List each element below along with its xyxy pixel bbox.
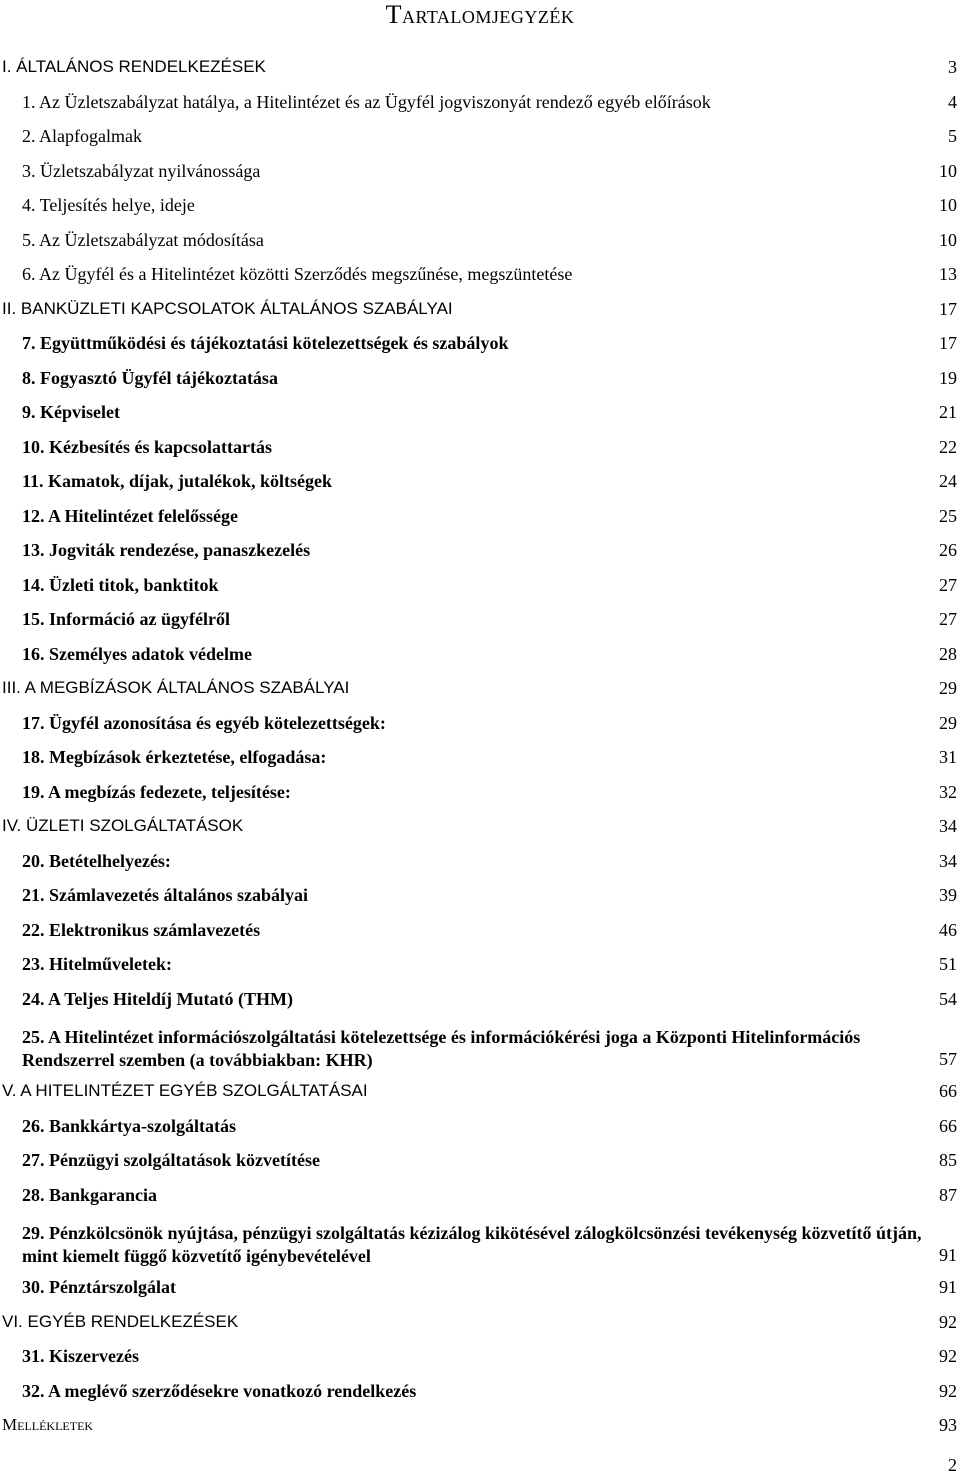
toc-chapter-entry[interactable] [0,1113,960,1148]
toc-entry-page: 57 [939,1049,957,1069]
toc-chapter-entry[interactable] [0,399,960,434]
toc-entry-page: 10 [939,195,957,215]
toc-entry-title: III. A MEGBÍZÁSOK ÁLTALÁNOS SZABÁLYAI [2,678,350,697]
toc-entry-page: 4 [948,91,957,112]
toc-entry-page: 3 [948,57,957,77]
toc-chapter-entry[interactable] [0,1020,960,1078]
toc-chapter-entry[interactable] [0,1147,960,1182]
toc-entry-page: 19 [939,367,957,388]
toc-entry-page: 32 [939,781,957,802]
toc-entry-page: 31 [939,747,957,767]
toc-entry-title: 2. Alapfogalmak [22,126,142,146]
toc-chapter-entry[interactable] [0,434,960,469]
toc-entry-title: 14. Üzleti titok, banktitok [22,574,219,595]
toc-entry-title: 21. Számlavezetés általános szabályai [22,885,308,905]
toc-entry-page: 92 [939,1346,957,1366]
toc-entry-page: 22 [939,436,957,457]
toc-entry-title: V. A HITELINTÉZET EGYÉB SZOLGÁLTATÁSAI [2,1081,368,1100]
toc-entry-title: 11. Kamatok, díjak, jutalékok, költségek [22,471,333,491]
toc-chapter-entry[interactable] [0,744,960,779]
toc-entry-title: 20. Betételhelyezés: [22,850,171,871]
toc-section-entry[interactable] [0,1078,960,1113]
toc-entry-title: 27. Pénzügyi szolgáltatások közvetítése [22,1150,320,1170]
toc-entry-page: 10 [939,160,957,181]
toc-entry-title: 28. Bankgarancia [22,1184,158,1205]
toc-entry-page: 51 [939,954,957,974]
toc-entry-title: 19. A megbízás fedezete, teljesítése: [22,781,291,802]
toc-entry-page: 93 [939,1415,957,1435]
toc-entry-page: 29 [939,712,957,733]
toc-entry-page: 66 [939,1115,957,1136]
toc-chapter-entry[interactable] [0,951,960,986]
toc-entry-page: 21 [939,402,957,422]
toc-entry-page: 27 [939,574,957,595]
toc-chapter-entry[interactable] [0,1343,960,1378]
toc-entry-title: Mellékletek [2,1415,94,1434]
toc-entry-page: 10 [939,229,957,250]
toc-chapter-entry[interactable] [0,1216,960,1274]
toc-chapter-entry[interactable] [0,503,960,538]
toc-entry-page: 29 [939,678,957,698]
toc-entry-title: 7. Együttműködési és tájékoztatási kötelezettségek és szabályok [22,333,509,353]
toc-chapter-entry[interactable] [0,710,960,745]
toc-section-entry[interactable] [0,1412,960,1447]
toc-entry-page: 39 [939,885,957,905]
toc-entry-title: 32. A meglévő szerződésekre vonatkozó rendelkezés [22,1380,417,1401]
toc-entry-title: 5. Az Üzletszabályzat módosítása [22,229,264,250]
toc-entry-title: 16. Személyes adatok védelme [22,643,252,664]
toc-entry-title: 29. Pénzkölcsönök nyújtása, pénzügyi szolgáltatás kézizálog kikötésével zálogkölcsönzési tevékenység közvetítő útján, mint kiemelt függő közvetítő igénybevételével [22,1223,922,1266]
toc-entry-page: 34 [939,850,957,871]
toc-entry-page: 91 [939,1245,957,1265]
toc-chapter-entry[interactable] [0,779,960,814]
toc-entry-title: IV. ÜZLETI SZOLGÁLTATÁSOK [2,816,244,835]
toc-chapter-entry[interactable] [0,192,960,227]
toc-chapter-entry[interactable] [0,227,960,262]
toc-entry-page: 17 [939,298,957,319]
toc-chapter-entry[interactable] [0,123,960,158]
toc-chapter-entry[interactable] [0,572,960,607]
toc-entry-title: I. ÁLTALÁNOS RENDELKEZÉSEK [2,57,266,76]
toc-entry-title: 15. Információ az ügyfélről [22,609,230,629]
toc-section-entry[interactable] [0,1309,960,1344]
toc-chapter-entry[interactable] [0,330,960,365]
toc-entry-title: 26. Bankkártya-szolgáltatás [22,1115,237,1136]
toc-chapter-entry[interactable] [0,882,960,917]
toc-section-entry[interactable] [0,54,960,89]
toc-entry-title: 12. A Hitelintézet felelőssége [22,505,238,526]
toc-entry-page: 66 [939,1081,957,1101]
toc-entry-page: 17 [939,333,957,353]
toc-entry-title: 17. Ügyfél azonosítása és egyéb kötelezettségek: [22,712,386,733]
toc-entry-title: VI. EGYÉB RENDELKEZÉSEK [2,1311,239,1331]
toc-entry-title: 31. Kiszervezés [22,1346,139,1366]
toc-entry-page: 34 [939,816,957,836]
page-title: Tartalomjegyzék [385,0,575,29]
toc-entry-title: 22. Elektronikus számlavezetés [22,919,261,940]
toc-entry-title: 30. Pénztárszolgálat [22,1277,176,1297]
toc-entry-title: 10. Kézbesítés és kapcsolattartás [22,436,272,457]
toc-chapter-entry[interactable] [0,1378,960,1413]
toc-chapter-entry[interactable] [0,468,960,503]
toc-entry-page: 28 [939,643,957,664]
toc-chapter-entry[interactable] [0,261,960,296]
toc-entry-title: 24. A Teljes Hiteldíj Mutató (THM) [22,988,293,1009]
toc-entry-page: 26 [939,540,957,560]
toc-entry-page: 54 [939,988,957,1009]
toc-entry-title: 9. Képviselet [22,402,120,422]
toc-chapter-entry[interactable] [0,1274,960,1309]
toc-chapter-entry[interactable] [0,1182,960,1217]
toc-entry-title: 18. Megbízások érkeztetése, elfogadása: [22,747,327,767]
toc-chapter-entry[interactable] [0,89,960,124]
toc-entry-page: 91 [939,1277,957,1297]
toc-entry-title: 23. Hitelműveletek: [22,954,172,974]
toc-entry-title: 1. Az Üzletszabályzat hatálya, a Hitelintézet és az Ügyfél jogviszonyát rendező egyéb előírások [22,91,711,112]
toc-entry-page: 27 [939,609,957,629]
toc-section-entry[interactable] [0,813,960,848]
toc-entry-title: 13. Jogviták rendezése, panaszkezelés [22,540,311,560]
toc-entry-page: 46 [939,919,957,940]
toc-entry-page: 13 [939,264,957,284]
toc-chapter-entry[interactable] [0,917,960,952]
table-of-contents [0,54,960,1447]
toc-entry-title: II. BANKÜZLETI KAPCSOLATOK ÁLTALÁNOS SZABÁLYAI [2,298,453,318]
toc-chapter-entry[interactable] [0,848,960,883]
toc-entry-title: 25. A Hitelintézet információszolgáltatási kötelezettsége és információkérési joga a Központi Hitelinformációs Rendszerrel szemben (a továbbiakban: KHR) [22,1027,861,1070]
toc-chapter-entry[interactable] [0,606,960,641]
toc-entry-page: 85 [939,1150,957,1170]
toc-section-entry[interactable] [0,675,960,710]
toc-chapter-entry[interactable] [0,986,960,1021]
toc-entry-page: 24 [939,471,957,491]
toc-entry-page: 25 [939,505,957,526]
toc-entry-title: 4. Teljesítés helye, ideje [22,195,195,215]
toc-chapter-entry[interactable] [0,537,960,572]
toc-entry-title: 3. Üzletszabályzat nyilvánossága [22,160,261,181]
toc-chapter-entry[interactable] [0,365,960,400]
toc-entry-page: 92 [939,1380,957,1401]
toc-chapter-entry[interactable] [0,158,960,193]
toc-section-entry[interactable] [0,296,960,331]
toc-entry-page: 92 [939,1311,957,1332]
toc-entry-title: 6. Az Ügyfél és a Hitelintézet közötti Szerződés megszűnése, megszüntetése [22,264,573,284]
page-number: 2 [948,1455,957,1475]
toc-entry-page: 87 [939,1184,957,1205]
toc-entry-page: 5 [948,126,957,146]
toc-chapter-entry[interactable] [0,641,960,676]
toc-entry-title: 8. Fogyasztó Ügyfél tájékoztatása [22,367,278,388]
